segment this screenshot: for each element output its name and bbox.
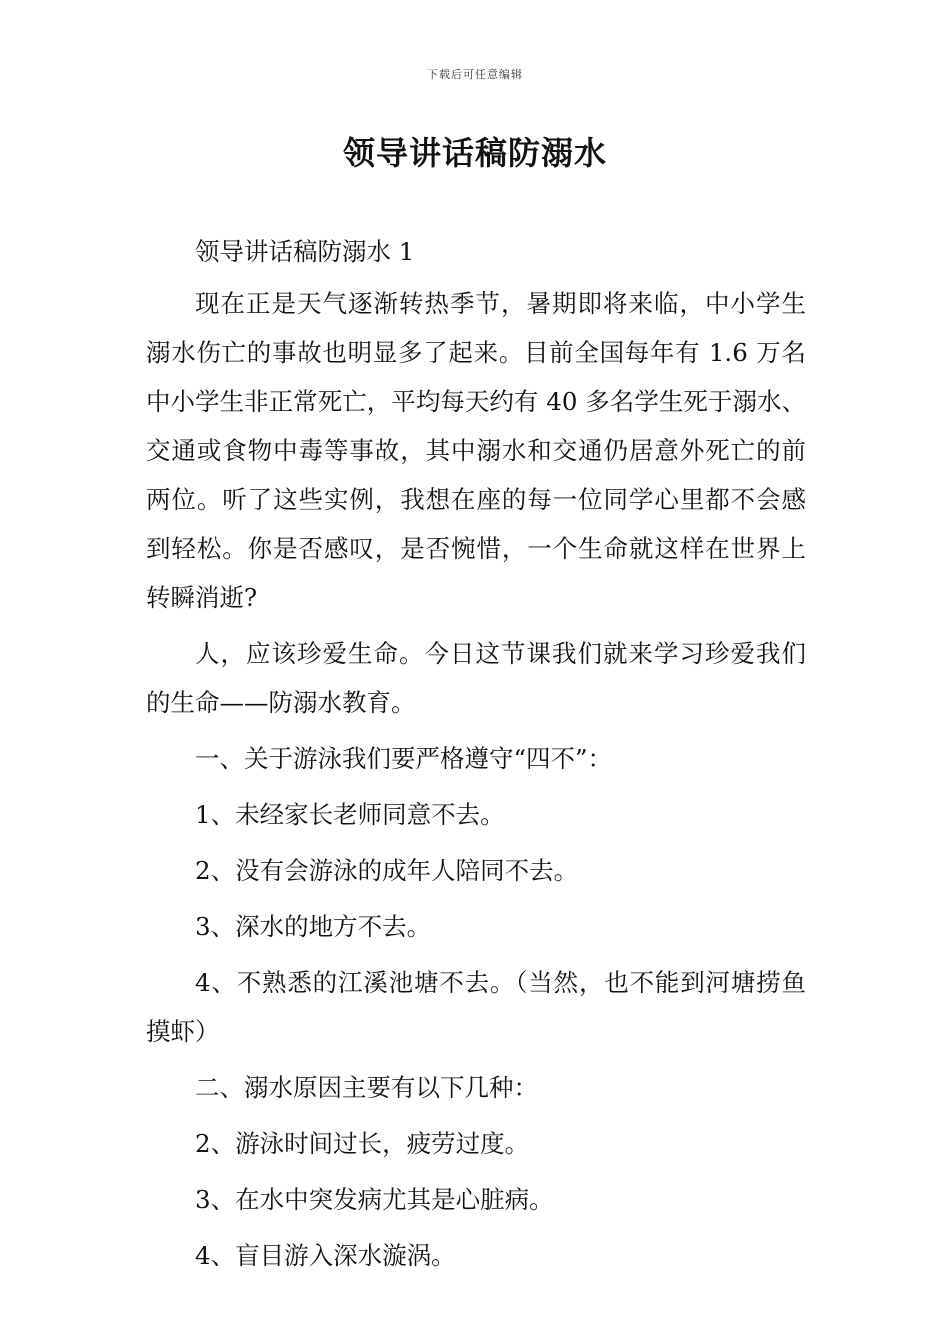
- section-subtitle: 领导讲话稿防溺水 1: [195, 237, 415, 266]
- list-item: 3、深水的地方不去。: [195, 912, 432, 941]
- list-item: 4、不熟悉的江溪池塘不去。（当然，也不能到河塘捞鱼摸虾）: [146, 968, 806, 1046]
- list-item: 3、在水中突发病尤其是心脏病。: [195, 1185, 554, 1214]
- list-item: 2、没有会游泳的成年人陪同不去。: [195, 856, 579, 885]
- header-note: 下载后可任意编辑: [427, 68, 523, 81]
- document-body: [146, 227, 806, 1287]
- list-item: 2、游泳时间过长，疲劳过度。: [195, 1129, 530, 1158]
- paragraph: 人，应该珍爱生命。今日这节课我们就来学习珍爱我们的生命——防溺水教育。: [146, 639, 806, 717]
- list-item: 1、未经家长老师同意不去。: [195, 800, 505, 829]
- list-item: 4、盲目游入深水漩涡。: [195, 1241, 456, 1270]
- paragraph: 二、溺水原因主要有以下几种：: [195, 1073, 538, 1102]
- paragraph: 一、关于游泳我们要严格遵守“四不”：: [195, 744, 613, 773]
- paragraph: 现在正是天气逐渐转热季节，暑期即将来临，中小学生溺水伤亡的事故也明显多了起来。目前全国每年有 1.6 万名中小学生非正常死亡，平均每天约有 40 多名学生死于溺水、交通或食物中毒等事故，其中溺水和交通仍居意外死亡的前两位。听了这些实例，我想在座的每一位同学心里都不会感到轻松。你是否感叹，是否惋惜，一个生命就这样在世界上转瞬消逝?: [146, 289, 806, 612]
- document-title: 领导讲话稿防溺水: [342, 134, 607, 172]
